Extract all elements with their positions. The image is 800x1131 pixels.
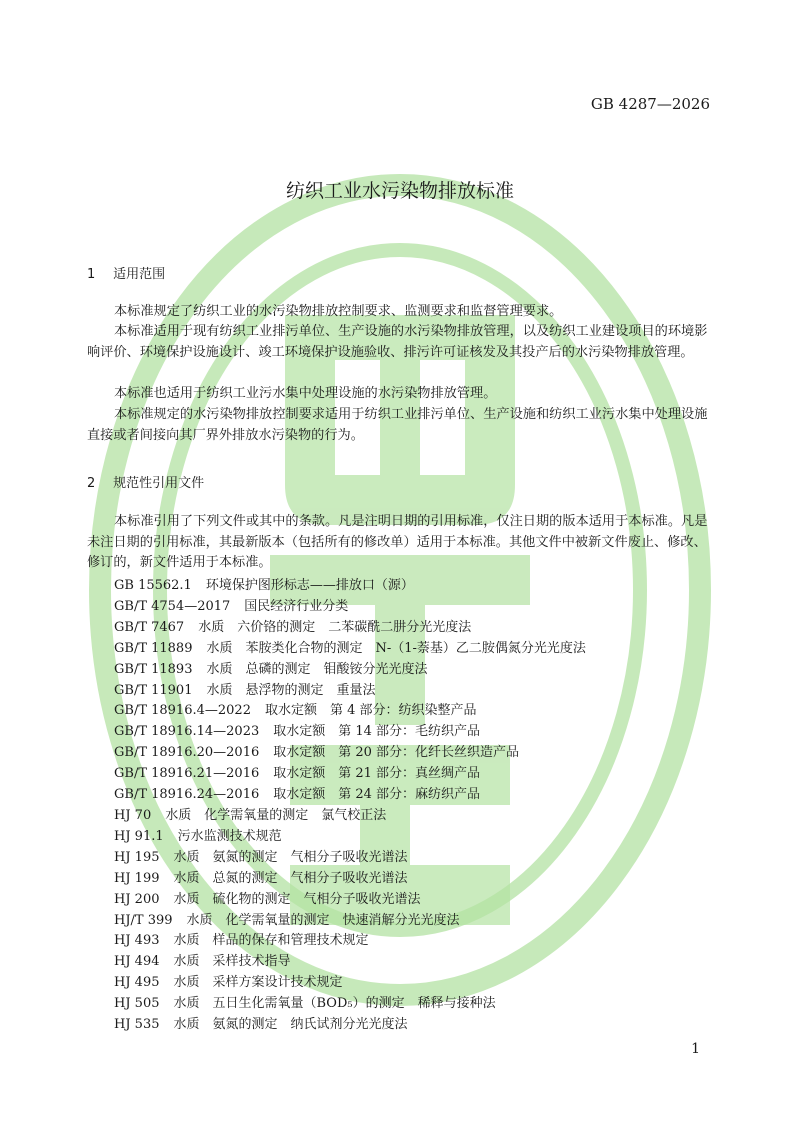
page-number: 1 (691, 1041, 700, 1057)
list-item: HJ 70 水质 化学需氧量的测定 氯气校正法 (114, 807, 387, 823)
section-number: 1 (87, 267, 96, 282)
list-item: GB/T 18916.21—2016 取水定额 第 21 部分：真丝绸产品 (114, 766, 481, 782)
list-item: GB/T 11893 水质 总磷的测定 钼酸铵分光光度法 (114, 661, 428, 677)
list-item: HJ 505 水质 五日生化需氧量（BOD₅）的测定 稀释与接种法 (114, 996, 496, 1012)
list-item: GB/T 11889 水质 苯胺类化合物的测定 N-（1-萘基）乙二胺偶氮分光光度法 (114, 640, 586, 656)
list-item: HJ 494 水质 采样技术指导 (114, 954, 291, 970)
standard-code: GB 4287—2026 (590, 95, 710, 113)
list-item: GB/T 7467 水质 六价铬的测定 二苯碳酰二肼分光光度法 (114, 619, 472, 635)
list-item: GB/T 18916.24—2016 取水定额 第 24 部分：麻纺织产品 (114, 787, 481, 803)
document-title: 纺织工业水污染物排放标准 (285, 180, 514, 202)
paragraph: 本标准适用于现有纺织工业排污单位、生产设施的水污染物排放管理，以及纺织工业建设项目的环境影响评价、环境保护设施设计、竣工环境保护设施验收、排污许可证核发及其投产后的水污染物排放管理。 (87, 324, 708, 360)
paragraph: 本标准引用了下列文件或其中的条款。凡是注明日期的引用标准，仅注日期的版本适用于本标准。凡是未注日期的引用标准，其最新版本（包括所有的修改单）适用于本标准。其他文件中被新文件废止、修改、修订的，新文件适用于本标准。 (87, 514, 708, 570)
list-item: GB 15562.1 环境保护图形标志——排放口（源） (114, 578, 414, 593)
section-heading-references (87, 472, 204, 491)
list-item: HJ 495 水质 采样方案设计技术规定 (114, 975, 343, 991)
paragraph: 本标准规定了纺织工业的水污染物排放控制要求、监测要求和监督管理要求。 (114, 304, 563, 319)
section-title: 适用范围 (113, 267, 166, 282)
list-item: HJ 199 水质 总氮的测定 气相分子吸收光谱法 (114, 870, 408, 886)
list-item: HJ/T 399 水质 化学需氧量的测定 快速消解分光光度法 (114, 912, 460, 928)
list-item: GB/T 18916.20—2016 取水定额 第 20 部分：化纤长丝织造产品 (114, 745, 520, 761)
list-item: GB/T 18916.14—2023 取水定额 第 14 部分：毛纺织产品 (114, 724, 481, 740)
list-item: GB/T 18916.4—2022 取水定额 第 4 部分：纺织染整产品 (114, 703, 477, 719)
list-item: HJ 195 水质 氨氮的测定 气相分子吸收光谱法 (114, 849, 408, 865)
paragraph: 本标准也适用于纺织工业污水集中处理设施的水污染物排放管理。 (114, 386, 497, 401)
list-item: HJ 91.1 污水监测技术规范 (114, 828, 282, 844)
section-heading-scope (87, 263, 165, 282)
list-item: GB/T 4754—2017 国民经济行业分类 (114, 598, 349, 614)
section-title: 规范性引用文件 (113, 476, 205, 491)
paragraph: 本标准规定的水污染物排放控制要求适用于纺织工业排污单位、生产设施和纺织工业污水集中处理设施直接或者间接向其厂界外排放水污染物的行为。 (87, 407, 708, 443)
reference-list (114, 576, 586, 1036)
list-item: HJ 493 水质 样品的保存和管理技术规定 (114, 933, 369, 949)
list-item: GB/T 11901 水质 悬浮物的测定 重量法 (114, 682, 376, 698)
list-item: HJ 200 水质 硫化物的测定 气相分子吸收光谱法 (114, 891, 421, 907)
list-item: HJ 535 水质 氨氮的测定 纳氏试剂分光光度法 (114, 1017, 408, 1033)
section-number: 2 (87, 476, 96, 491)
